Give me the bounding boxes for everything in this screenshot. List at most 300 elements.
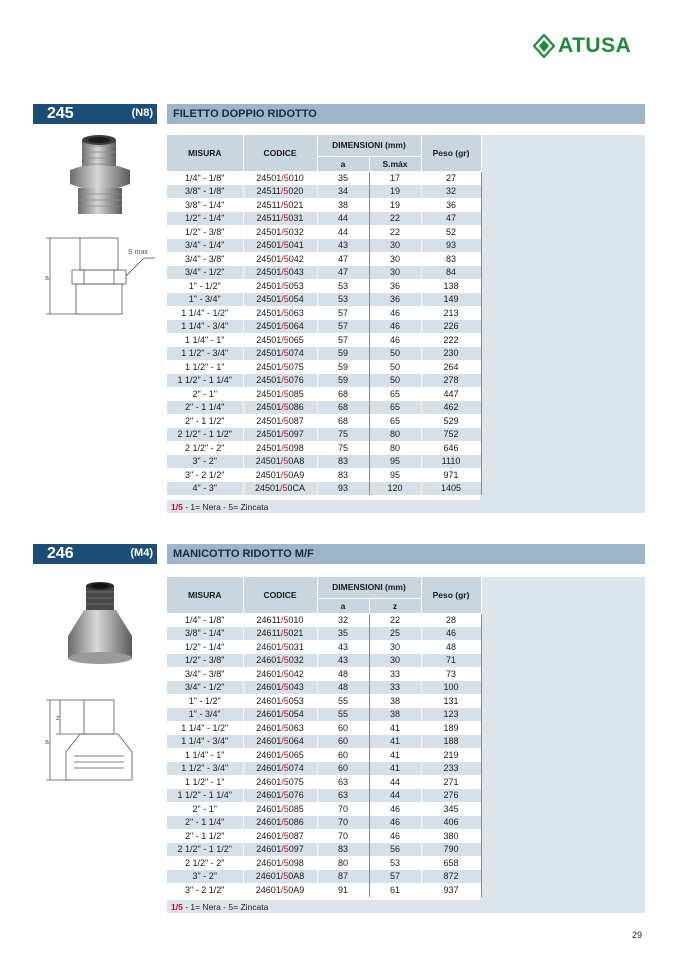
code-prefix: 24501 [256,307,282,318]
cell-a: 47 [317,252,369,266]
cell-a: 44 [317,212,369,226]
cell-a: 70 [317,816,369,830]
cell-a: 68 [317,414,369,428]
cell-codice [243,762,317,776]
code-prefix: 24601 [256,857,282,868]
code-suffix: 097 [288,844,304,855]
code-finish: /5 [281,294,289,305]
code-prefix: 24501 [255,469,281,480]
table-row [167,252,481,266]
reducing-socket-photo [62,578,142,668]
cell-codice [243,212,317,226]
code-prefix: 24601 [256,695,282,706]
code-finish: /5 [281,442,289,453]
cell-misura: 1 1/4" - 3/4" [167,735,243,749]
cell-a: 57 [317,320,369,334]
cell-codice [243,428,317,442]
table-row [167,306,481,320]
code-suffix: 031 [288,641,304,652]
table-row [167,468,481,482]
cell-misura: 2" - 1 1/2" [167,829,243,843]
product-title: FILETTO DOPPIO RIDOTTO [173,108,317,120]
cell-codice [243,789,317,803]
cell-a: 91 [317,883,369,897]
s-max-label: S max [128,249,148,256]
code-suffix: 053 [288,280,304,291]
code-prefix: 24601 [256,709,282,720]
cell-a: 59 [317,374,369,388]
cell-a: 68 [317,387,369,401]
code-finish: /5 [281,844,289,855]
code-prefix: 24501 [256,173,282,183]
cell-codice [243,401,317,415]
cell-codice [243,347,317,361]
table-row [167,171,481,185]
code-finish: /5 [281,857,289,868]
table-row [167,441,481,455]
cell-misura: 3/8" - 1/4" [167,627,243,641]
finish-note [167,500,645,513]
code-prefix: 24601 [256,722,282,733]
cell-misura: 3" - 2 1/2" [167,883,243,897]
code-suffix: 065 [288,334,304,345]
code-suffix: 076 [288,790,304,801]
brand-logo [533,34,631,58]
code-suffix: 0A8 [288,871,305,882]
code-suffix: 032 [288,226,304,237]
cell-peso: 276 [421,789,481,803]
code-prefix: 24601 [256,749,282,760]
code-prefix: 24601 [256,803,282,814]
cell-dim-b: 80 [369,428,421,442]
cell-peso: 100 [421,681,481,695]
table-row [167,387,481,401]
table-row [167,816,481,830]
cell-peso: 1110 [421,455,481,469]
cell-a: 43 [317,239,369,253]
code-finish: /5 [281,415,289,426]
code-prefix: 24501 [256,442,282,453]
code-finish: /5 [281,361,289,372]
cell-codice [243,387,317,401]
cell-a: 60 [317,748,369,762]
cell-peso: 219 [421,748,481,762]
cell-misura: 1" - 1/2" [167,279,243,293]
cell-dim-b: 61 [369,883,421,897]
cell-peso: 189 [421,721,481,735]
cell-peso: 28 [421,613,481,627]
code-finish: /5 [281,334,289,345]
brand-name: ATUSA [558,34,632,57]
code-suffix: 085 [288,388,304,399]
cell-peso: 658 [421,856,481,870]
cell-codice [243,802,317,816]
cell-misura: 2 1/2" - 2" [167,856,243,870]
cell-codice [243,374,317,388]
code-suffix: 042 [288,253,304,264]
spec-table-246 [167,577,482,897]
code-prefix: 24501 [256,226,282,237]
cell-a: 55 [317,694,369,708]
cell-dim-b: 41 [369,721,421,735]
cell-a: 60 [317,735,369,749]
code-suffix: 021 [288,628,304,639]
cell-a: 43 [317,654,369,668]
cell-a: 83 [317,468,369,482]
cell-a: 63 [317,775,369,789]
product-number-badge [33,104,157,124]
cell-misura: 1 1/4" - 1" [167,748,243,762]
code-finish: /5 [280,628,289,639]
code-finish: /5 [281,267,289,278]
code-suffix: 0A8 [288,456,305,467]
cell-misura: 2" - 1" [167,387,243,401]
col-codice: CODICE [243,577,317,613]
cell-peso: 93 [421,239,481,253]
col-codice: CODICE [243,135,317,171]
col-peso: Peso (gr) [421,577,481,613]
code-finish: /5 [281,709,289,720]
note-code: 1/5 [171,902,183,912]
cell-codice [243,185,317,199]
cell-dim-b: 30 [369,252,421,266]
cell-codice [243,333,317,347]
cell-dim-b: 17 [369,171,421,185]
code-finish: /5 [281,763,289,774]
code-prefix: 24601 [256,844,282,855]
cell-codice [243,171,317,185]
code-finish: /5 [280,469,289,480]
code-prefix: 24611 [256,628,281,639]
cell-peso: 131 [421,694,481,708]
product-title-bar [167,104,645,124]
cell-codice [243,468,317,482]
cell-misura: 3/8" - 1/8" [167,185,243,199]
cell-misura: 3" - 2" [167,455,243,469]
code-prefix: 24501 [256,429,282,440]
cell-dim-b: 50 [369,347,421,361]
code-prefix: 24601 [256,830,282,841]
cell-misura: 1" - 1/2" [167,694,243,708]
code-prefix: 24501 [255,456,281,467]
cell-peso: 790 [421,843,481,857]
cell-peso: 52 [421,225,481,239]
cell-peso: 529 [421,414,481,428]
col-dimensioni: DIMENSIONI (mm) [317,577,421,598]
code-prefix: 24611 [256,615,281,625]
code-prefix: 24511 [256,199,281,210]
code-suffix: 076 [288,375,304,386]
code-finish: /5 [281,307,289,318]
code-suffix: 043 [288,682,304,693]
cell-a: 53 [317,293,369,307]
cell-misura: 1/4" - 1/8" [167,613,243,627]
code-finish: /5 [281,749,289,760]
cell-dim-b: 38 [369,694,421,708]
table-row [167,627,481,641]
table-row [167,360,481,374]
note-text: - 1= Nera - 5= Zincata [182,902,269,912]
table-row [167,721,481,735]
cell-codice [243,870,317,884]
code-suffix: 086 [288,817,304,828]
finish-note [167,900,645,913]
cell-dim-b: 65 [369,401,421,415]
cell-a: 55 [317,708,369,722]
cell-dim-b: 46 [369,333,421,347]
cell-misura: 2 1/2" - 1 1/2" [167,843,243,857]
code-finish: /5 [281,790,289,801]
cell-codice [243,640,317,654]
cell-codice [243,654,317,668]
code-suffix: 053 [288,695,304,706]
cell-misura: 1 1/2" - 1 1/4" [167,789,243,803]
cell-misura: 2" - 1 1/4" [167,816,243,830]
page-number: 29 [632,930,643,940]
code-finish: /5 [281,830,289,841]
cell-a: 68 [317,401,369,415]
cell-a: 83 [317,843,369,857]
cell-peso: 271 [421,775,481,789]
cell-misura: 3/4" - 3/8" [167,667,243,681]
cell-codice [243,455,317,469]
cell-a: 60 [317,721,369,735]
cell-peso: 83 [421,252,481,266]
code-prefix: 24501 [256,415,282,426]
code-prefix: 24511 [256,213,281,224]
cell-a: 60 [317,762,369,776]
note-code: 1/5 [171,502,183,512]
cell-codice [243,735,317,749]
code-suffix: 065 [288,749,304,760]
cell-misura: 3/4" - 1/2" [167,266,243,280]
code-finish: /5 [281,429,289,440]
code-prefix: 24601 [256,817,282,828]
note-text: - 1= Nera - 5= Zincata [182,502,269,512]
cell-peso: 230 [421,347,481,361]
cell-a: 80 [317,856,369,870]
cell-codice [243,883,317,897]
cell-peso: 123 [421,708,481,722]
code-suffix: 074 [288,763,304,774]
code-suffix: 0CA [287,483,306,494]
code-suffix: 010 [288,173,304,183]
cell-misura: 1 1/2" - 3/4" [167,347,243,361]
table-row [167,455,481,469]
code-finish: /5 [280,483,288,494]
table-row [167,775,481,789]
cell-dim-b: 19 [369,198,421,212]
cell-a: 53 [317,279,369,293]
table-row [167,320,481,334]
product-title-bar [167,544,645,564]
cell-a: 75 [317,428,369,442]
cell-codice [243,829,317,843]
code-suffix: 021 [288,199,304,210]
code-finish: /5 [280,186,289,197]
code-prefix: 24501 [256,388,282,399]
cell-dim-b: 36 [369,293,421,307]
table-row [167,667,481,681]
cell-peso: 188 [421,735,481,749]
cell-codice [243,266,317,280]
cell-misura: 2" - 1 1/2" [167,414,243,428]
table-row [167,414,481,428]
cell-dim-b: 33 [369,681,421,695]
cell-dim-b: 120 [369,482,421,496]
col-a: a [317,598,369,613]
cell-codice [243,667,317,681]
cell-codice [243,708,317,722]
code-finish: /5 [281,388,289,399]
cell-codice [243,775,317,789]
cell-peso: 406 [421,816,481,830]
cell-misura: 2 1/2" - 2" [167,441,243,455]
cell-a: 43 [317,640,369,654]
code-finish: /5 [280,871,289,882]
code-prefix: 24501 [256,361,282,372]
table-row [167,333,481,347]
cell-codice [243,482,317,496]
product-number-badge [33,544,157,564]
table-row [167,802,481,816]
cell-misura: 1 1/4" - 3/4" [167,320,243,334]
cell-misura: 3/4" - 3/8" [167,252,243,266]
product-title: MANICOTTO RIDOTTO M/F [173,548,314,560]
table-row [167,654,481,668]
code-finish: /5 [281,803,289,814]
table-row [167,266,481,280]
atusa-logo-icon [533,34,555,58]
code-suffix: 064 [288,321,304,332]
cell-a: 59 [317,347,369,361]
code-prefix: 24501 [256,402,282,413]
cell-codice [243,681,317,695]
code-finish: /5 [281,722,289,733]
code-finish: /5 [281,682,289,693]
cell-misura: 1/2" - 3/8" [167,225,243,239]
product-number: 246 [47,545,74,562]
table-row [167,640,481,654]
dimension-a-label: a [45,739,49,746]
cell-misura: 1 1/4" - 1" [167,333,243,347]
code-prefix: 24501 [256,253,282,264]
cell-dim-b: 44 [369,775,421,789]
col-dimensioni: DIMENSIONI (mm) [317,135,421,156]
cell-dim-b: 41 [369,735,421,749]
table-row [167,239,481,253]
code-suffix: 0A9 [288,884,305,895]
cell-codice [243,694,317,708]
cell-peso: 149 [421,293,481,307]
code-finish: /5 [281,375,289,386]
cell-a: 47 [317,266,369,280]
cell-dim-b: 36 [369,279,421,293]
dimension-z-label: z [56,715,60,722]
table-row [167,374,481,388]
col-misura: MISURA [167,135,243,171]
cell-peso: 872 [421,870,481,884]
cell-dim-b: 30 [369,654,421,668]
cell-peso: 278 [421,374,481,388]
cell-dim-b: 65 [369,414,421,428]
product-code: (M4) [130,547,153,559]
cell-codice [243,856,317,870]
code-suffix: 075 [288,361,304,372]
table-row [167,279,481,293]
cell-a: 75 [317,441,369,455]
dimension-a-label: a [45,275,49,282]
table-row [167,789,481,803]
cell-misura: 3/8" - 1/4" [167,198,243,212]
table-row [167,185,481,199]
cell-codice [243,414,317,428]
code-prefix: 24601 [256,641,282,652]
cell-peso: 447 [421,387,481,401]
cell-dim-b: 57 [369,870,421,884]
code-suffix: 063 [288,307,304,318]
cell-misura: 1 1/2" - 1" [167,360,243,374]
cell-dim-b: 25 [369,627,421,641]
cell-codice [243,225,317,239]
code-prefix: 24601 [256,790,282,801]
cell-dim-b: 44 [369,789,421,803]
code-finish: /5 [281,817,289,828]
cell-peso: 222 [421,333,481,347]
table-row [167,735,481,749]
cell-a: 57 [317,333,369,347]
code-prefix: 24601 [255,884,281,895]
cell-peso: 345 [421,802,481,816]
cell-peso: 646 [421,441,481,455]
table-side-panel [480,577,645,900]
cell-peso: 226 [421,320,481,334]
cell-a: 38 [317,198,369,212]
cell-peso: 73 [421,667,481,681]
table-row [167,883,481,897]
col-misura: MISURA [167,577,243,613]
cell-codice [243,721,317,735]
cell-codice [243,843,317,857]
cell-misura: 1 1/2" - 1 1/4" [167,374,243,388]
code-suffix: 064 [288,736,304,747]
cell-a: 59 [317,360,369,374]
code-suffix: 086 [288,402,304,413]
cell-dim-b: 80 [369,441,421,455]
cell-dim-b: 22 [369,225,421,239]
cell-codice [243,613,317,627]
code-suffix: 020 [288,186,304,197]
code-suffix: 087 [288,830,304,841]
cell-peso: 138 [421,279,481,293]
cell-misura: 1/2" - 1/4" [167,640,243,654]
cell-a: 87 [317,870,369,884]
table-row [167,694,481,708]
table-row [167,482,481,496]
cell-a: 83 [317,455,369,469]
code-prefix: 24601 [255,871,281,882]
code-suffix: 0A9 [288,469,305,480]
cell-misura: 1 1/2" - 3/4" [167,762,243,776]
code-finish: /5 [281,402,289,413]
code-suffix: 043 [288,267,304,278]
code-suffix: 054 [288,709,304,720]
code-finish: /5 [281,348,289,359]
col-s-max: S.máx [369,156,421,171]
cell-misura: 2 1/2" - 1 1/2" [167,428,243,442]
cell-misura: 1/2" - 1/4" [167,212,243,226]
cell-misura: 3/4" - 1/2" [167,681,243,695]
